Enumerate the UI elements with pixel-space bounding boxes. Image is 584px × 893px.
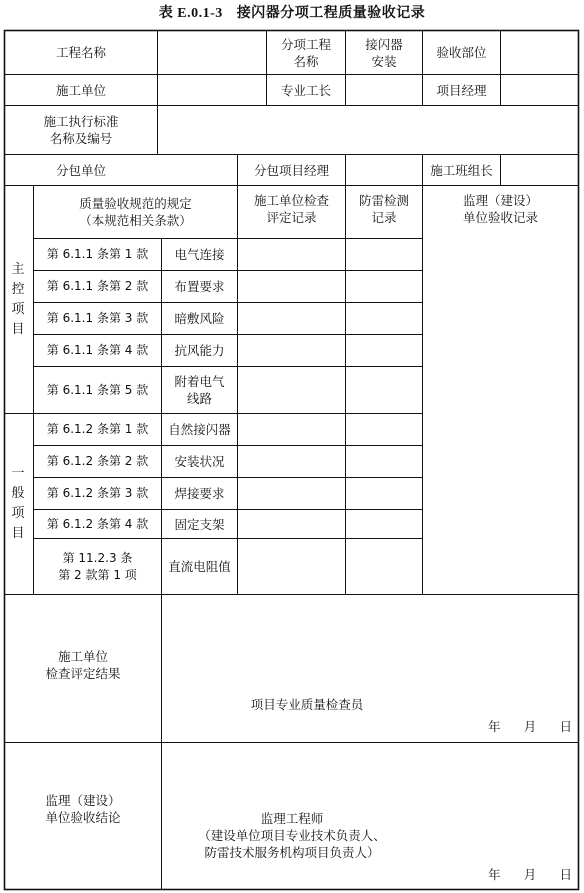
sub-project-label: 分项工程 名称 [280, 36, 331, 69]
result-date: 年 月 日 [488, 718, 572, 734]
table-row-item: 电气连接 [174, 247, 225, 262]
conclusion-date: 年 月 日 [488, 866, 572, 882]
table-row-clause: 第 6.1.1 条第 3 款 [46, 311, 149, 325]
supervising-engineer-block: 监理工程师 （建设单位项目专业技术负责人、 防雷技术服务机构项目负责人） [198, 810, 386, 860]
project-manager-label: 项目经理 [436, 82, 487, 98]
general-section-label: 一 般 项 目 [11, 466, 25, 541]
project-name-label: 工程名称 [55, 45, 106, 60]
table-row-item: 自然接闪器 [168, 422, 231, 437]
table-row-clause: 第 6.1.2 条第 2 款 [46, 454, 149, 468]
supervision-conclusion-label: 监理（建设） 单位验收结论 [45, 793, 121, 825]
subcontractor-label: 分包单位 [55, 162, 106, 178]
table-row-clause: 第 6.1.1 条第 1 款 [46, 247, 149, 261]
table-row-clause: 第 6.1.1 条第 5 款 [46, 382, 149, 397]
standard-label: 施工执行标准 名称及编号 [43, 114, 119, 146]
table-row-item: 抗风能力 [174, 343, 225, 358]
supervising-engineer-label: 监理工程师 [260, 810, 324, 826]
main-control-section-label: 主 控 项 目 [11, 261, 25, 337]
table-row-item: 焊接要求 [174, 486, 225, 501]
sub-project-value: 接闪器 安装 [365, 36, 403, 69]
table-row-item: 暗敷风险 [174, 311, 225, 326]
table-row-item: 固定支架 [174, 516, 225, 532]
table-row-item: 附着电气 线路 [174, 374, 225, 406]
table-row-clause: 第 6.1.2 条第 3 款 [46, 486, 149, 500]
acceptance-part-label: 验收部位 [436, 45, 487, 60]
table-row-item: 直流电阻值 [168, 559, 231, 574]
lightning-column-header: 防雷检测 记录 [358, 193, 409, 225]
table-row-clause: 第 11.2.3 条 第 2 款第 1 项 [58, 550, 137, 582]
table-row-item: 安装状况 [174, 454, 225, 469]
table-row-clause: 第 6.1.2 条第 4 款 [46, 516, 149, 531]
table-row-clause: 第 6.1.1 条第 4 款 [46, 343, 149, 357]
spec-column-header: 质量验收规范的规定 （本规范相关条款） [79, 196, 192, 228]
table-row-clause: 第 6.1.2 条第 1 款 [46, 422, 149, 436]
table-row-clause: 第 6.1.1 条第 2 款 [46, 279, 149, 293]
project-name-value [158, 31, 266, 74]
supervision-column-header: 监理（建设） 单位验收记录 [462, 193, 538, 225]
table-row-item: 布置要求 [174, 279, 225, 294]
quality-inspector-label: 项目专业质量检查员 [250, 696, 364, 712]
form-number: 表 E.0.1-3 [158, 6, 223, 21]
team-leader-label: 施工班组长 [430, 162, 493, 178]
foreman-label: 专业工长 [280, 82, 331, 98]
inspection-result-label: 施工单位 检查评定结果 [45, 648, 121, 681]
sub-pm-label: 分包项目经理 [253, 162, 329, 178]
construction-unit-label: 施工单位 [55, 82, 106, 98]
check-column-header: 施工单位检查 评定记录 [253, 193, 329, 225]
form-title: 接闪器分项工程质量验收记录 [236, 5, 426, 21]
